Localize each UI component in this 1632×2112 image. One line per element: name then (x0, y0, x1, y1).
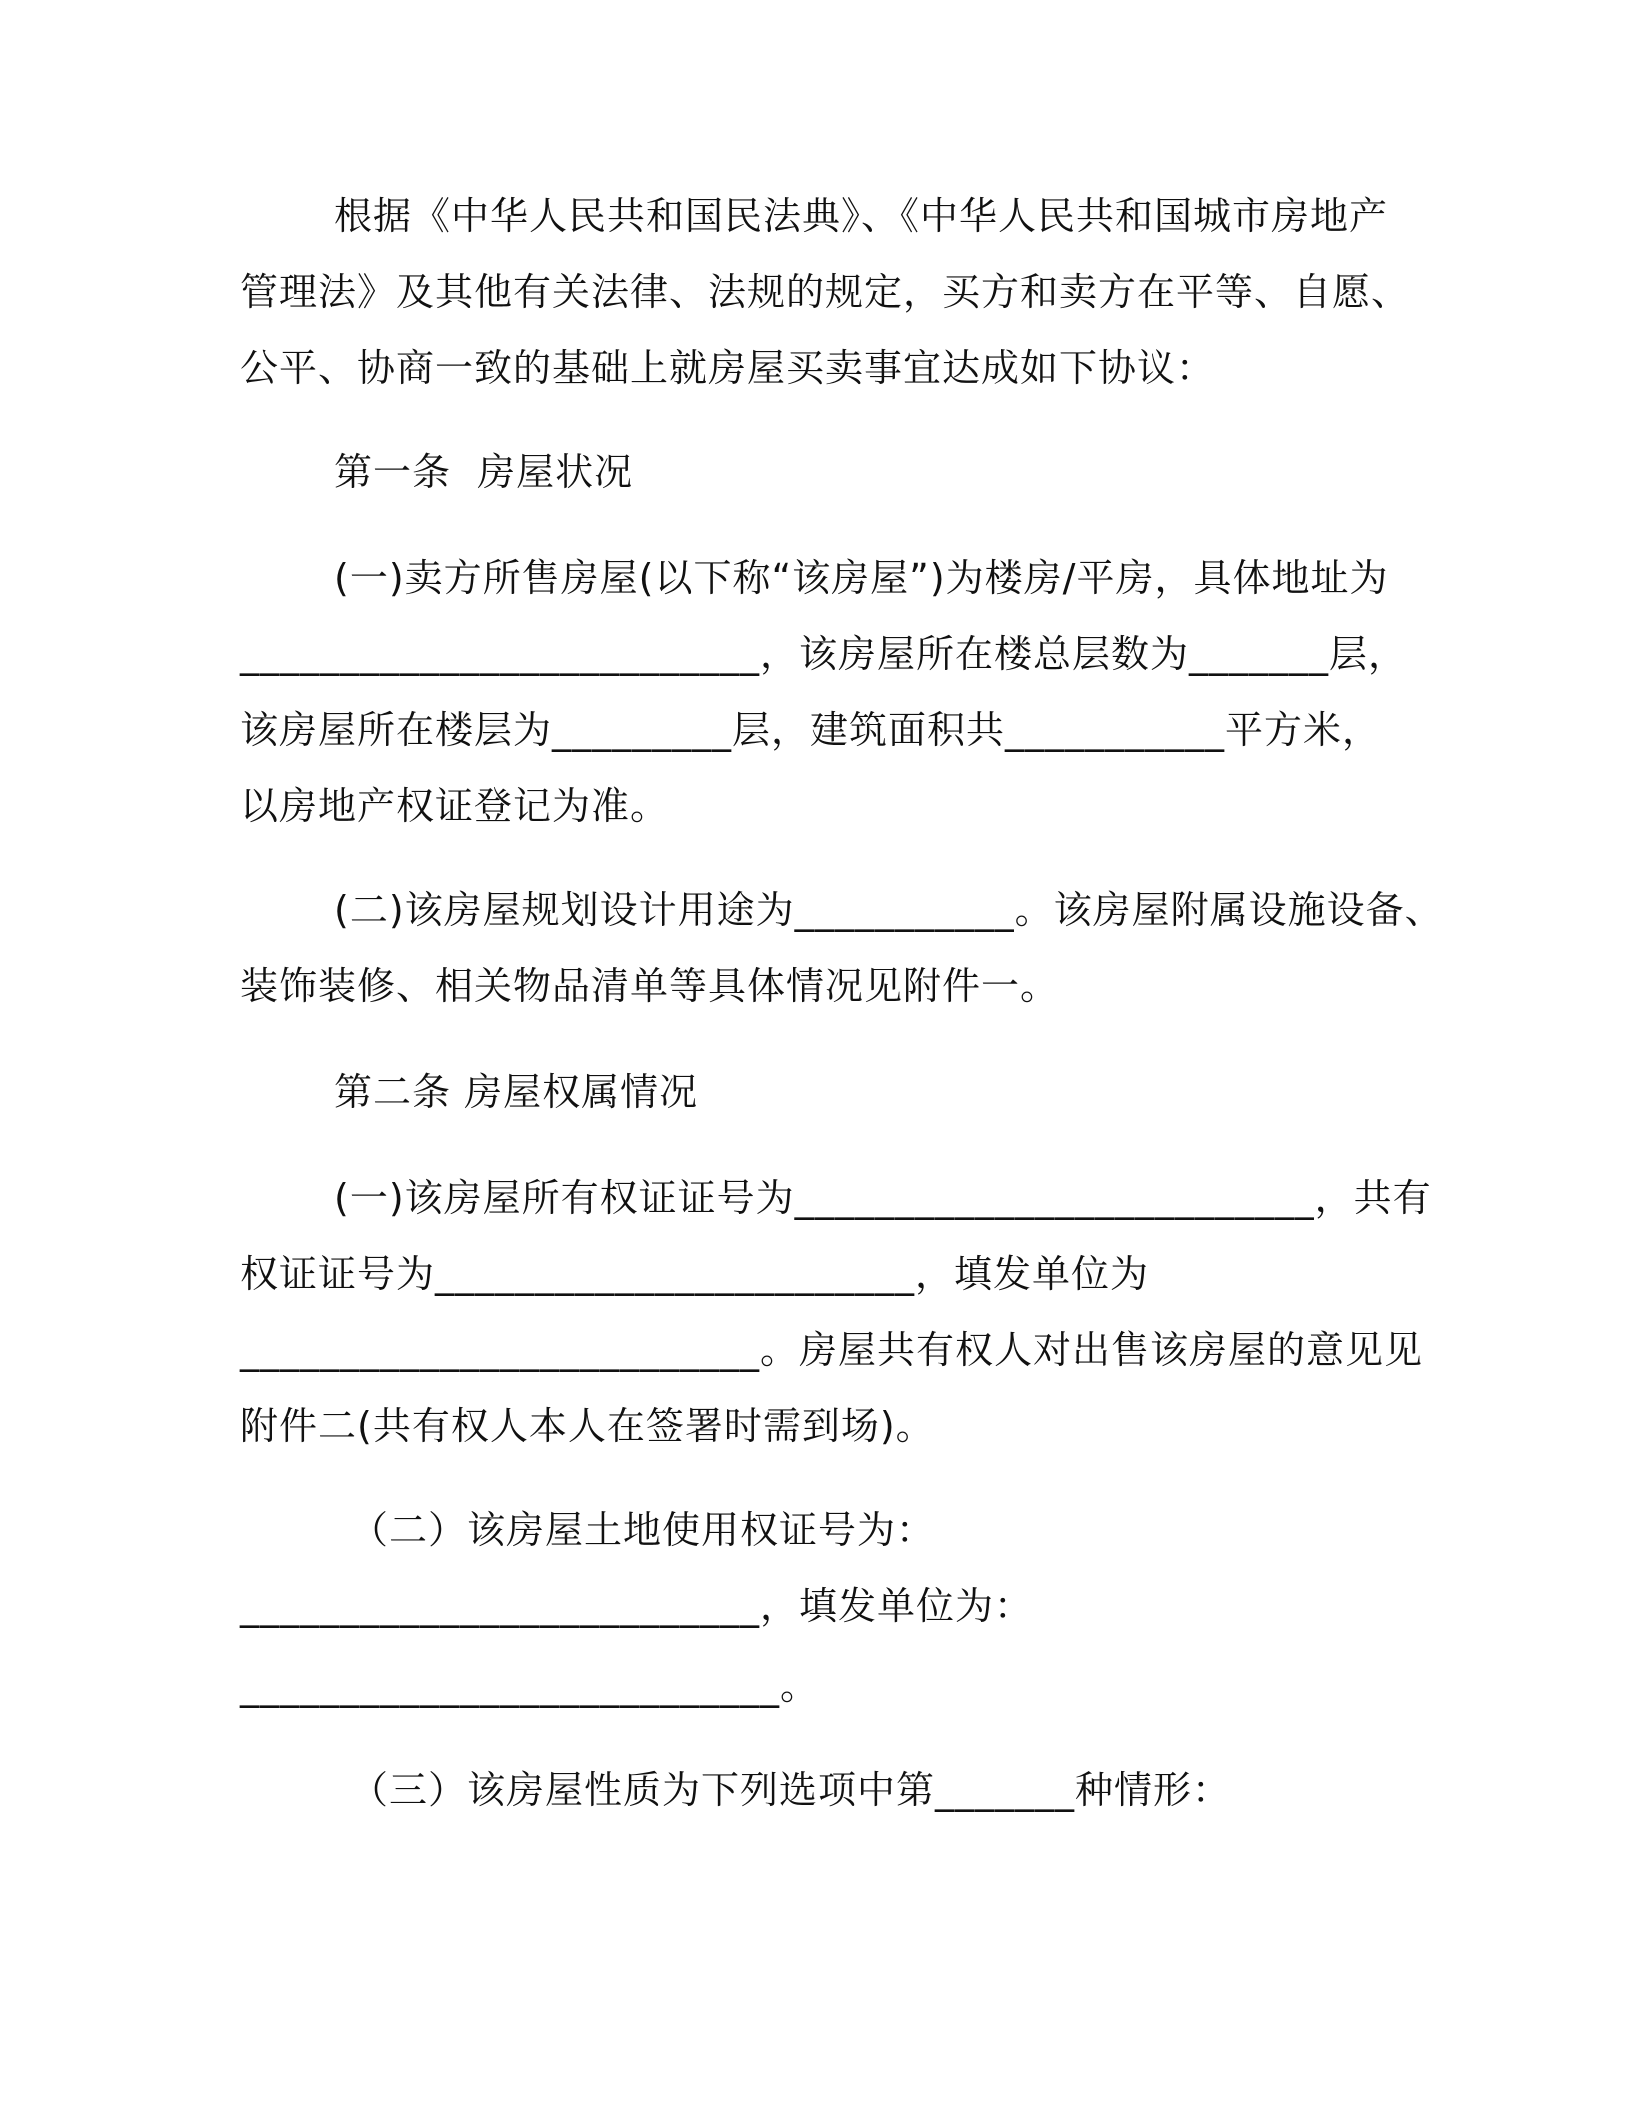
article-1-clause-1-line-3: 该房屋所在楼层为_________层，建筑面积共___________平方米， (240, 708, 1382, 752)
article-2-heading: 第二条 房屋权属情况 (334, 1070, 699, 1114)
article-2-clause-2-line-3: ___________________________。 (240, 1664, 820, 1708)
preamble-line-3: 公平、协商一致的基础上就房屋买卖事宜达成如下协议： (240, 346, 1216, 390)
article-1-clause-2-line-2: 装饰装修、相关物品清单等具体情况见附件一。 (240, 964, 1060, 1008)
article-2-clause-1-line-3: __________________________。房屋共有权人对出售该房屋的意见见 (240, 1328, 1424, 1372)
article-2-clause-1-line-1: (一)该房屋所有权证证号为__________________________，共有 (334, 1176, 1432, 1220)
article-2-clause-2-line-2: __________________________，填发单位为： (240, 1584, 1034, 1628)
article-1-clause-1-line-4: 以房地产权证登记为准。 (240, 784, 670, 828)
preamble-line-1: 根据《中华人民共和国民法典》、《中华人民共和国城市房地产 (334, 194, 1389, 238)
article-1-heading: 第一条 房屋状况 (334, 450, 634, 494)
article-2-clause-2-line-1: （二）该房屋土地使用权证号为： (350, 1508, 936, 1552)
article-2-clause-1-line-4: 附件二(共有权人本人在签署时需到场)。 (240, 1404, 935, 1448)
article-2-clause-1-line-2: 权证证号为________________________，填发单位为 (240, 1252, 1150, 1296)
preamble-line-2: 管理法》及其他有关法律、法规的规定，买方和卖方在平等、自愿、 (240, 270, 1411, 314)
article-2-clause-3-line-1: （三）该房屋性质为下列选项中第_______种情形： (350, 1768, 1232, 1812)
article-1-clause-2-line-1: (二)该房屋规划设计用途为___________。该房屋附属设施设备、 (334, 888, 1444, 932)
article-1-clause-1-line-2: __________________________，该房屋所在楼总层数为_______层， (240, 632, 1408, 676)
article-1-clause-1-line-1: (一)卖方所售房屋(以下称“该房屋”)为楼房/平房，具体地址为 (334, 556, 1389, 600)
